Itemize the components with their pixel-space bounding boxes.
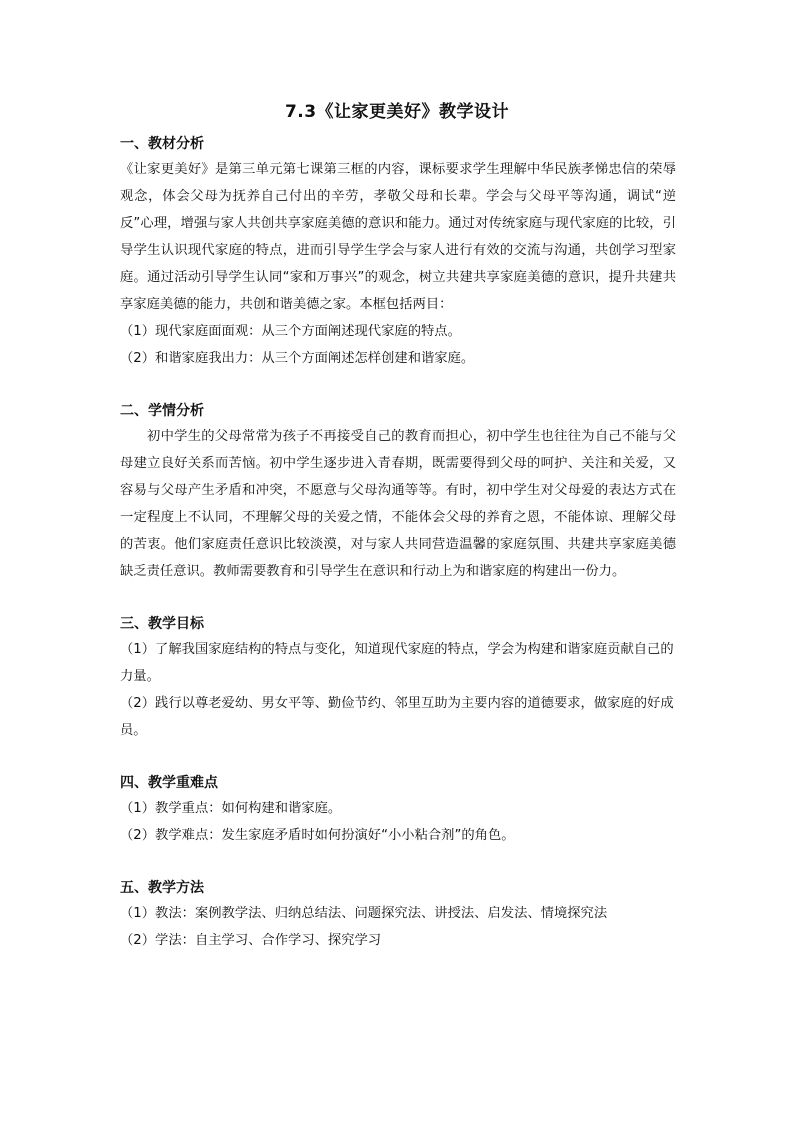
document-body <box>120 132 676 954</box>
spacer <box>120 372 676 399</box>
section-textbook-analysis <box>120 132 676 372</box>
list-item: （1）现代家庭面面观：从三个方面阐述现代家庭的特点。 <box>120 324 461 339</box>
section-heading: 五、教学方法 <box>120 880 204 896</box>
list-item: （2）践行以尊老爱幼、男女平等、勤俭节约、邻里互助为主要内容的道德要求，做家庭的好成员。 <box>120 696 674 738</box>
list-item: （1）教法：案例教学法、归纳总结法、问题探究法、讲授法、启发法、情境探究法 <box>120 906 608 921</box>
section-teaching-methods <box>120 876 676 954</box>
list-item: （1）教学重点：如何构建和谐家庭。 <box>120 801 342 816</box>
list-item: （2）和谐家庭我出力：从三个方面阐述怎样创建和谐家庭。 <box>120 351 475 366</box>
spacer <box>120 849 676 876</box>
section-teaching-objectives <box>120 612 676 744</box>
section-paragraph: 《让家更美好》是第三单元第七课第三框的内容，课标要求学生理解中华民族孝悌忠信的荣辱观念，体会父母为抚养自己付出的辛劳，孝敬父母和长辈。学会与父母平等沟通，调试“逆反”心理，增强与家人共创共享家庭美德的意识和能力。通过对传统家庭与现代家庭的比较，引导学生认识现代家庭的特点，进而引导学生学会与家人进行有效的交流与沟通，共创学习型家庭。通过活动引导学生认同“家和万事兴”的观念，树立共建共享家庭美德的意识，提升共建共享家庭美德的能力，共创和谐美德之家。本框包括两目： <box>120 162 676 312</box>
section-heading: 二、学情分析 <box>120 403 204 419</box>
section-heading: 四、教学重难点 <box>120 775 218 791</box>
section-heading: 三、教学目标 <box>120 616 204 632</box>
section-learner-analysis <box>120 399 676 585</box>
spacer <box>120 744 676 771</box>
section-key-points <box>120 771 676 849</box>
list-item: （1）了解我国家庭结构的特点与变化，知道现代家庭的特点，学会为构建和谐家庭贡献自己的力量。 <box>120 642 674 684</box>
list-item: （2）教学难点：发生家庭矛盾时如何扮演好“小小粘合剂”的角色。 <box>120 828 515 843</box>
list-item: （2）学法：自主学习、合作学习、探究学习 <box>120 933 382 948</box>
section-heading: 一、教材分析 <box>120 136 204 152</box>
section-paragraph: 初中学生的父母常常为孩子不再接受自己的教育而担心，初中学生也往往为自己不能与父母建立良好关系而苦恼。初中学生逐步进入青春期，既需要得到父母的呵护、关注和关爱，又容易与父母产生矛盾和冲突，不愿意与父母沟通等等。有时，初中学生对父母爱的表达方式在一定程度上不认同，不理解父母的关爱之情，不能体会父母的养育之恩，不能体谅、理解父母的苦衷。他们家庭责任意识比较淡漠，对与家人共同营造温馨的家庭氛围、共建共享家庭美德缺乏责任意识。教师需要教育和引导学生在意识和行动上为和谐家庭的构建出一份力。 <box>120 429 676 579</box>
document-title: 7.3《让家更美好》教学设计 <box>284 102 510 122</box>
spacer <box>120 585 676 612</box>
